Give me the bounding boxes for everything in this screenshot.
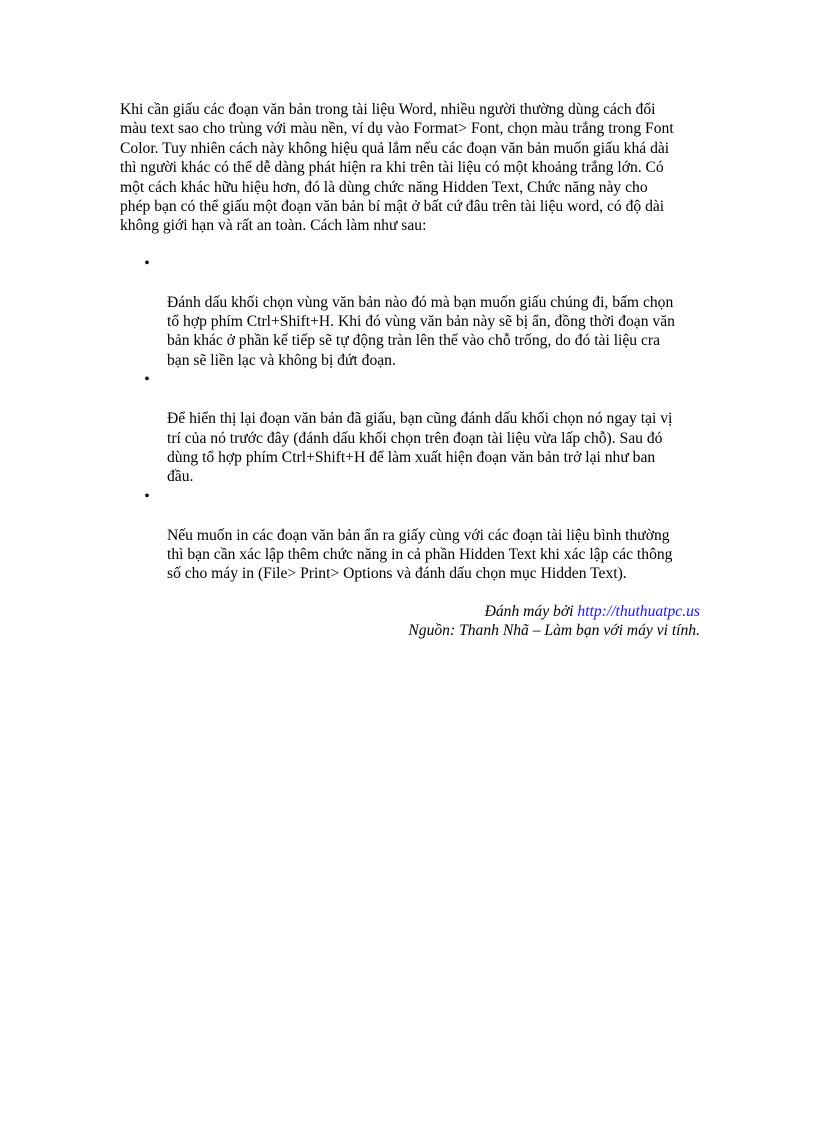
list-item-text: Để hiển thị lại đoạn văn bản đã giấu, bạn cũng đánh dấu khối chọn nó ngay tại vị trí của nó trước đây (đánh dấu khối chọn trên đoạn tài liệu vừa lấp chỗ). Sau đó dùng tổ hợp phím Ctrl+Shift+H để làm xuất hiện đoạn văn bản trở lại như ban đầu. <box>167 410 673 486</box>
list-item <box>120 254 700 370</box>
bullet-list <box>120 254 700 584</box>
list-item-text: Nếu muốn in các đoạn văn bản ẩn ra giấy cùng với các đoạn tài liệu bình thường thì bạn cần xác lập thêm chức năng in cả phần Hidden Text khi xác lập các thông số cho máy in (File> Print> Options và đánh dấu chọn mục Hidden Text). <box>167 526 673 583</box>
list-item <box>120 487 700 584</box>
bullet-icon: • <box>144 254 150 272</box>
source-link[interactable]: http://thuthuatpc.us <box>577 602 700 620</box>
typed-by-line <box>120 602 700 621</box>
signature-block <box>120 602 700 641</box>
bullet-icon: • <box>144 487 150 505</box>
document-body <box>120 100 700 641</box>
list-item <box>120 370 700 486</box>
list-item-text: Đánh dấu khối chọn vùng văn bản nào đó mà bạn muốn giấu chúng đi, bấm chọn tổ hợp phím Ctrl+Shift+H. Khi đó vùng văn bản này sẽ bị ẩn, đồng thời đoạn văn bản khác ở phần kế tiếp sẽ tự động tràn lên thế vào chỗ trống, do đó tài liệu cra bạn sẽ liền lạc và không bị đứt đoạn. <box>167 293 675 369</box>
bullet-icon: • <box>144 371 150 389</box>
source-line: Nguồn: Thanh Nhã – Làm bạn với máy vi tính. <box>408 622 700 640</box>
typed-by-label: Đánh máy bởi <box>484 602 574 620</box>
intro-paragraph: Khi cần giấu các đoạn văn bản trong tài liệu Word, nhiều người thường dùng cách đổi màu text sao cho trùng với màu nền, ví dụ vào Format> Font, chọn màu trắng trong Font Color. Tuy nhiên cách này không hiệu quả lắm nếu các đoạn văn bản muốn giấu khá dài thì người khác có thể dễ dàng phát hiện ra khi trên tài liệu có một khoảng trắng lớn. Có một cách khác hữu hiệu hơn, đó là dùng chức năng Hidden Text, Chức năng này cho phép bạn có thể giấu một đoạn văn bản bí mật ở bất cứ đâu trên tài liệu word, có độ dài không giới hạn và rất an toàn. Cách làm như sau: <box>120 101 674 235</box>
